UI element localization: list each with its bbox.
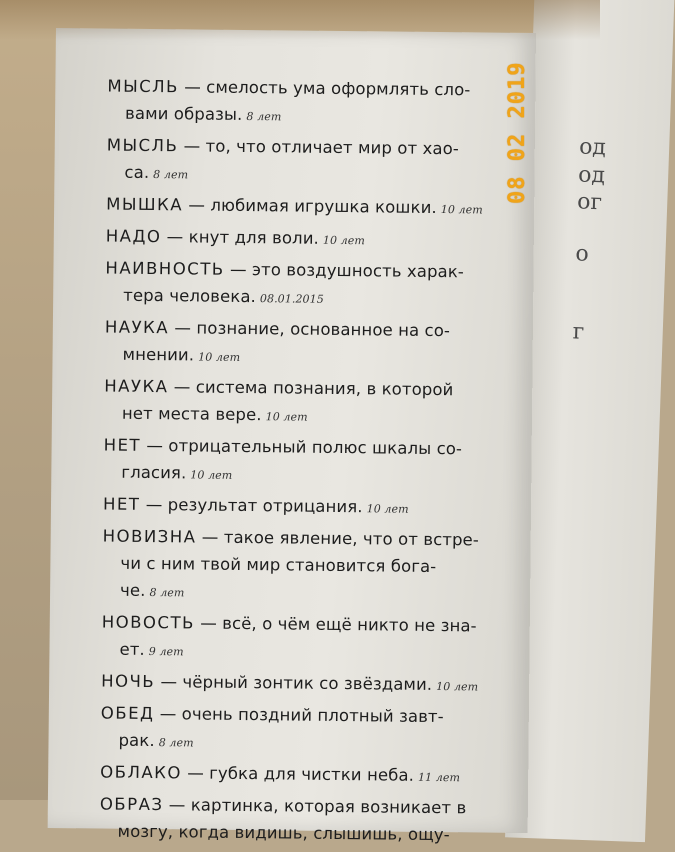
dictionary-entry: [103, 491, 493, 524]
entry-continuation: [102, 577, 492, 610]
entry-definition-line: мнении.: [122, 344, 195, 365]
entry-age: 8 лет: [149, 586, 185, 600]
entry-definition-line: — результат отрицания.: [140, 494, 363, 517]
photo-date-stamp: 08 02 2019: [505, 61, 530, 205]
dictionary-entry: [104, 373, 495, 433]
right-page-fragment: ог: [576, 189, 603, 216]
entry-definition-line: мозгу, когда видишь, слышишь, ощу-: [117, 821, 450, 845]
entry-definition-line: — всё, о чём ещё никто не зна-: [194, 613, 477, 636]
dictionary-entry: [105, 255, 496, 315]
entry-age: 08.01.2015: [259, 292, 324, 306]
entry-definition-line: рак.: [118, 730, 155, 751]
entry-age: 10 лет: [322, 233, 366, 248]
entry-continuation: [104, 400, 494, 433]
entry-term: НЕТ: [102, 494, 141, 514]
dictionary-entry: [101, 609, 492, 669]
dictionary-entry: [100, 759, 490, 792]
dictionary-text: [99, 73, 497, 852]
entry-age: 8 лет: [158, 736, 194, 750]
dictionary-entry: [103, 432, 494, 492]
dictionary-entry: [106, 132, 497, 192]
dictionary-entry: [107, 73, 498, 133]
entry-definition-line: — чёрный зонтик со звёздами.: [155, 672, 433, 694]
entry-term: МЫШКА: [106, 194, 184, 215]
entry-age: 9 лет: [148, 645, 184, 659]
entry-definition-line: — губка для чистки неба.: [181, 763, 415, 785]
entry-age: 10 лет: [198, 350, 241, 364]
entry-definition-line: — такое явление, что от встре-: [196, 527, 480, 550]
entry-continuation: [99, 818, 489, 849]
entry-definition-line: — то, что отличает мир от хао-: [178, 136, 460, 159]
entry-term: НАУКА: [104, 376, 169, 397]
entry-definition-line: тера человека.: [123, 285, 257, 307]
entry-age: 10 лет: [440, 203, 483, 217]
entry-term: ОБЕД: [100, 703, 155, 724]
dictionary-entry: [106, 223, 496, 256]
entry-definition-line: вами образы.: [125, 103, 243, 124]
entry-continuation: [104, 341, 494, 374]
entry-age: 11 лет: [417, 770, 461, 785]
entry-definition-line: — смелость ума оформлять сло-: [178, 77, 471, 100]
right-page-fragment: о: [575, 241, 590, 267]
entry-definition-line: — картинка, которая возникает в: [163, 795, 467, 818]
entry-continuation: [101, 636, 491, 669]
entry-continuation: [106, 159, 496, 192]
entry-continuation: [103, 459, 493, 492]
entry-definition-line: ет.: [119, 639, 145, 659]
entry-continuation: [102, 550, 492, 581]
entry-definition-line: — кнут для воли.: [161, 227, 320, 248]
dictionary-entry: [99, 791, 490, 849]
entry-term: ОБРАЗ: [99, 794, 164, 815]
entry-term: НОВОСТЬ: [101, 612, 196, 633]
dictionary-entry: [106, 191, 496, 224]
dictionary-entry: [102, 523, 493, 610]
entry-definition-line: — очень поздний плотный завт-: [154, 704, 444, 727]
entry-continuation: [107, 100, 497, 133]
entry-definition-line: — это воздушность харак-: [224, 259, 465, 282]
entry-definition-line: — познание, основанное на со-: [169, 318, 451, 341]
entry-definition-line: гласия.: [121, 462, 187, 483]
entry-term: НЕТ: [103, 435, 142, 455]
dictionary-entry: [104, 314, 495, 374]
entry-definition-line: — отрицательный полюс шкалы со-: [140, 435, 463, 459]
entry-term: НОЧЬ: [101, 671, 156, 692]
entry-age: 8 лет: [153, 168, 189, 182]
entry-age: 10 лет: [366, 502, 409, 516]
dictionary-entry: [100, 700, 491, 760]
entry-definition-line: нет места вере.: [121, 403, 262, 425]
entry-age: 8 лет: [246, 109, 282, 124]
entry-term: НАИВНОСТЬ: [105, 258, 225, 279]
book-page: [48, 28, 536, 845]
entry-term: НАДО: [105, 226, 162, 247]
right-page-fragment: од: [577, 162, 606, 189]
dictionary-entry: [101, 668, 491, 701]
entry-term: МЫСЛЬ: [106, 135, 179, 156]
right-page-fragment: од: [578, 134, 607, 161]
entry-age: 10 лет: [190, 468, 233, 482]
entry-term: МЫСЛЬ: [107, 76, 180, 97]
entry-definition-line: че.: [120, 580, 146, 600]
entry-continuation: [100, 727, 490, 760]
entry-definition-line: чи с ним твой мир становится бога-: [120, 553, 437, 577]
entry-term: НАУКА: [104, 317, 170, 338]
entry-definition-line: са.: [124, 162, 150, 182]
entry-age: 10 лет: [436, 680, 479, 694]
right-page-fragment: г: [572, 319, 585, 345]
entry-term: ОБЛАКО: [100, 762, 183, 783]
entry-definition-line: — любимая игрушка кошки.: [183, 195, 437, 217]
entry-definition-line: — система познания, в которой: [168, 377, 454, 400]
entry-age: 10 лет: [265, 410, 308, 424]
entry-term: НОВИЗНА: [102, 526, 197, 547]
entry-continuation: [105, 282, 495, 315]
